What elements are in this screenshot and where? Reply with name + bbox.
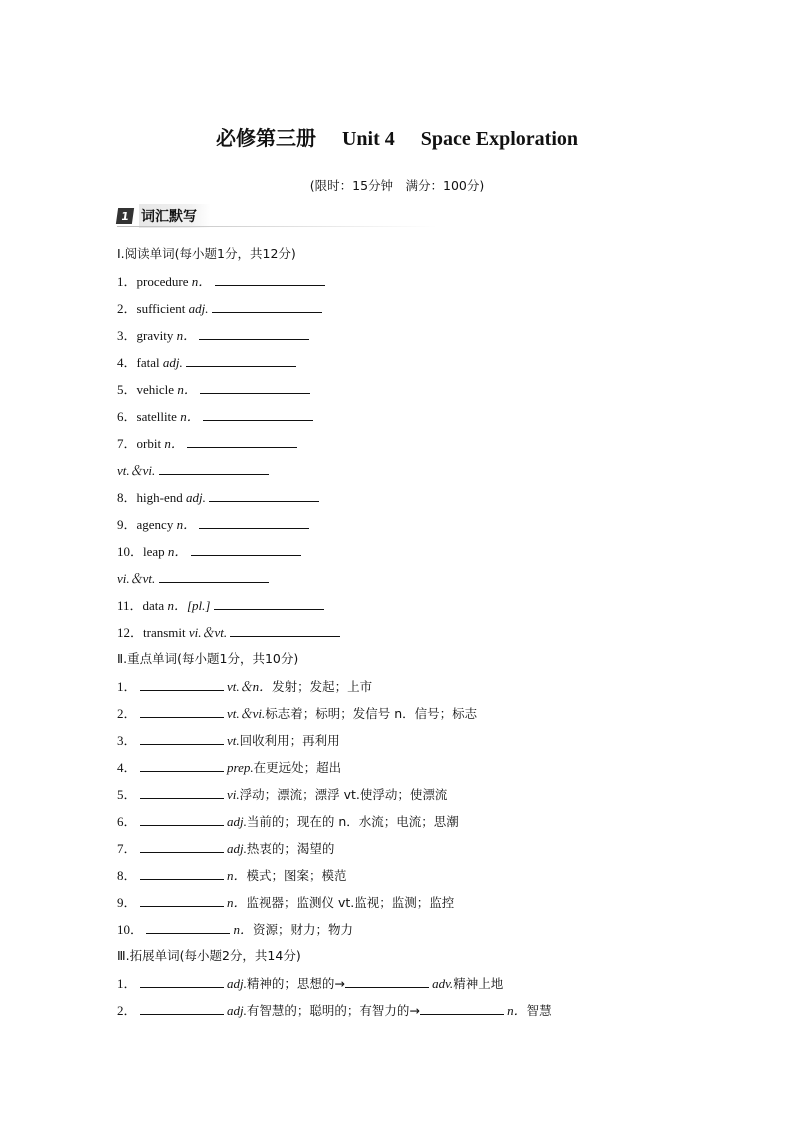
part-of-speech: adj. (162, 355, 183, 370)
chinese-meaning: 资源；财力；物力 (253, 922, 354, 937)
answer-blank[interactable] (212, 299, 322, 313)
chinese-meaning: 发射；发起；上市 (272, 679, 373, 694)
part2-item (117, 758, 341, 777)
part-of-speech: n． (167, 544, 188, 559)
answer-blank[interactable] (140, 785, 224, 799)
part-of-speech: adj. (185, 490, 206, 505)
answer-blank[interactable] (140, 758, 224, 772)
item-number: 3． (117, 328, 137, 343)
part-of-speech: n． (191, 274, 212, 289)
answer-blank[interactable] (140, 677, 224, 691)
part1-item (117, 488, 319, 507)
part1-item (117, 407, 313, 426)
vocab-word: procedure (136, 274, 189, 289)
part2-item (117, 839, 334, 858)
chinese-meaning: 在更远处；超出 (253, 760, 342, 775)
item-number: 6． (117, 409, 137, 424)
item-number: 1． (117, 679, 137, 694)
answer-blank[interactable] (191, 542, 301, 556)
item-number: 5． (117, 787, 137, 802)
chinese-meaning: 回收利用；再利用 (239, 733, 340, 748)
item-number: 2． (117, 301, 137, 316)
item-number: 4． (117, 760, 137, 775)
vocab-word: gravity (136, 328, 174, 343)
part1-heading: Ⅰ.阅读单词(每小题1分，共12分) (117, 246, 296, 261)
derived-part-of-speech: adv. (432, 976, 454, 991)
answer-blank[interactable] (140, 839, 224, 853)
chinese-meaning: 监视器；监测仪 vt.监视；监测；监控 (246, 895, 455, 910)
section-header-rule (117, 226, 437, 227)
vocab-word: vehicle (136, 382, 175, 397)
part-of-speech: vi. (227, 787, 240, 802)
item-number: 9． (117, 895, 137, 910)
item-number: 9． (117, 517, 137, 532)
answer-blank[interactable] (140, 704, 224, 718)
part2-item (117, 704, 477, 723)
part-of-speech: n． (227, 895, 247, 910)
part3-heading: Ⅲ.拓展单词(每小题2分，共14分) (117, 948, 301, 963)
answer-blank[interactable] (140, 1001, 224, 1015)
part-of-speech: vt.＆n． (227, 679, 273, 694)
derived-word-blank[interactable] (345, 974, 429, 988)
item-number: 5． (117, 382, 137, 397)
title-unit: Unit 4 (341, 128, 395, 150)
answer-blank[interactable] (159, 461, 269, 475)
item-number: 11． (117, 598, 143, 613)
section-header (117, 205, 437, 227)
part2-item (117, 920, 353, 939)
derived-part-of-speech: n． (507, 1003, 527, 1018)
derived-meaning: 智慧 (526, 1003, 552, 1018)
answer-blank[interactable] (230, 623, 340, 637)
part-of-speech: vt.＆vi. (117, 463, 156, 478)
part1-item (117, 380, 310, 399)
item-number: 8． (117, 490, 137, 505)
part-of-speech: vt. (227, 733, 240, 748)
part2-item (117, 677, 372, 696)
item-number: 1． (117, 976, 137, 991)
exercise-line (117, 650, 298, 668)
part-of-speech: prep. (227, 760, 254, 775)
answer-blank[interactable] (159, 569, 269, 583)
item-number: 7． (117, 841, 137, 856)
item-number: 7． (117, 436, 137, 451)
part-of-speech: n． (176, 517, 197, 532)
vocab-word: fatal (136, 355, 160, 370)
item-number: 2． (117, 1003, 137, 1018)
part-of-speech: n． (233, 922, 254, 937)
time-score-info: (限时：15分钟 满分：100分) (309, 178, 485, 193)
section-number-icon: 1 (116, 208, 134, 224)
item-number: 10． (117, 544, 144, 559)
part1-item (117, 542, 301, 561)
part-of-speech: n． (180, 409, 200, 424)
chinese-meaning: 精神的；思想的→ (246, 976, 345, 991)
part-of-speech: vt.＆vi. (227, 706, 266, 721)
part3-item (117, 1001, 552, 1020)
vocab-word: high-end (136, 490, 183, 505)
part1-item (117, 596, 324, 615)
answer-blank[interactable] (215, 272, 325, 286)
answer-blank[interactable] (187, 434, 297, 448)
part1-item (117, 461, 269, 480)
part2-heading: Ⅱ.重点单词(每小题1分，共10分) (117, 651, 299, 666)
item-number: 3． (117, 733, 137, 748)
vocab-word: agency (136, 517, 174, 532)
vocab-word: transmit (143, 625, 186, 640)
part2-item (117, 893, 454, 912)
exercise-line (117, 947, 301, 965)
answer-blank[interactable] (140, 974, 224, 988)
answer-blank[interactable] (140, 731, 224, 745)
vocab-word: satellite (136, 409, 177, 424)
part-of-speech: adj. (188, 301, 209, 316)
part1-item (117, 515, 309, 534)
part2-item (117, 812, 459, 831)
chinese-meaning: 模式；图案；模范 (246, 868, 347, 883)
vocab-word: orbit (136, 436, 162, 451)
part1-item (117, 569, 269, 588)
part1-item (117, 272, 325, 291)
item-number: 12． (117, 625, 144, 640)
part-of-speech: n． (227, 868, 247, 883)
part1-item (117, 326, 309, 345)
exercise-line (117, 245, 296, 263)
title-volume: 必修第三册 (215, 128, 316, 150)
chinese-meaning: 当前的；现在的 n．水流；电流；思潮 (246, 814, 459, 829)
answer-blank[interactable] (199, 515, 309, 529)
chinese-meaning: 浮动；漂流；漂浮 vt.使浮动；使漂流 (239, 787, 448, 802)
item-number: 2． (117, 706, 137, 721)
page-title (0, 122, 794, 151)
item-number: 10． (117, 922, 144, 937)
answer-blank[interactable] (199, 326, 309, 340)
chinese-meaning: 有智慧的；聪明的；有智力的→ (246, 1003, 420, 1018)
part1-item (117, 299, 322, 318)
chinese-meaning: 热衷的；渴望的 (246, 841, 335, 856)
answer-blank[interactable] (186, 353, 296, 367)
part2-item (117, 866, 347, 885)
answer-blank[interactable] (146, 920, 230, 934)
part1-item (117, 353, 296, 372)
part-of-speech: n． (176, 328, 197, 343)
title-topic: Space Exploration (420, 128, 579, 150)
answer-blank[interactable] (214, 596, 324, 610)
part-of-speech: vi.＆vt. (188, 625, 228, 640)
part3-item (117, 974, 503, 993)
chinese-meaning: 标志着；标明；发信号 n．信号；标志 (265, 706, 478, 721)
part2-item (117, 785, 447, 804)
vocab-word: sufficient (136, 301, 186, 316)
item-number: 4． (117, 355, 137, 370)
part-of-speech: vi.＆vt. (117, 571, 156, 586)
answer-blank[interactable] (200, 380, 310, 394)
part1-item (117, 434, 297, 453)
answer-blank[interactable] (209, 488, 319, 502)
item-number: 1． (117, 274, 137, 289)
vocab-word: leap (143, 544, 165, 559)
part-of-speech: n．[pl.] (167, 598, 211, 613)
item-number: 8． (117, 868, 137, 883)
part-of-speech: adj. (227, 841, 247, 856)
derived-word-blank[interactable] (420, 1001, 504, 1015)
answer-blank[interactable] (140, 893, 224, 907)
part-of-speech: n． (177, 382, 197, 397)
item-number: 6． (117, 814, 137, 829)
part-of-speech: adj. (227, 1003, 247, 1018)
part-of-speech: adj. (227, 976, 247, 991)
section-header-label: 词汇默写 (139, 204, 211, 228)
part2-item (117, 731, 340, 750)
part-of-speech: n． (164, 436, 184, 451)
part1-item (117, 623, 340, 642)
answer-blank[interactable] (140, 812, 224, 826)
answer-blank[interactable] (140, 866, 224, 880)
part-of-speech: adj. (227, 814, 247, 829)
derived-meaning: 精神上地 (453, 976, 504, 991)
vocab-word: data (142, 598, 165, 613)
answer-blank[interactable] (203, 407, 313, 421)
